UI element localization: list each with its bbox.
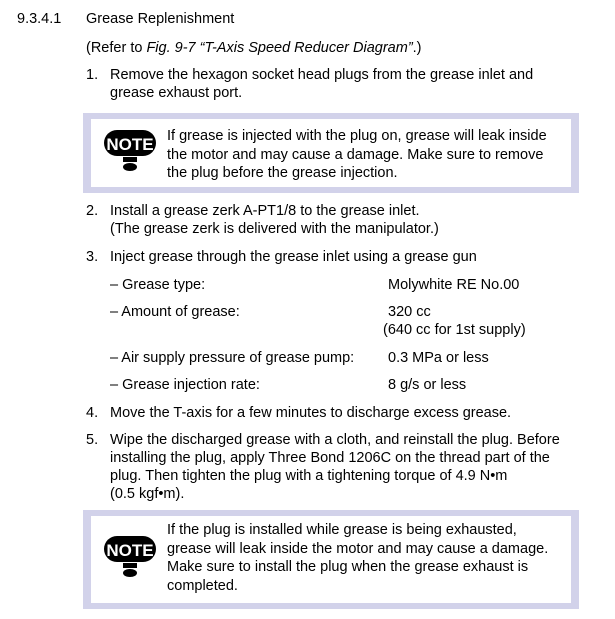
refer-prefix: (Refer to — [86, 40, 147, 56]
step-1-line-1: Remove the hexagon socket head plugs from the grease inlet and — [110, 67, 534, 83]
spec-value: 320 cc — [388, 304, 431, 320]
step-number: 1. — [86, 67, 99, 83]
step-2-line-1: Install a grease zerk A-PT1/8 to the grease inlet. — [110, 203, 420, 219]
note-text — [167, 127, 547, 183]
spec-value: 8 g/s or less — [388, 377, 467, 393]
spec-label: – Grease injection rate: — [110, 377, 260, 393]
note-2-line-4: completed. — [167, 577, 238, 594]
note-1-line-1: If grease is injected with the plug on, grease will leak inside — [167, 128, 547, 144]
note-icon — [103, 530, 157, 580]
note-box — [83, 510, 579, 609]
section-title: Grease Replenishment — [86, 11, 235, 27]
note-text — [167, 521, 548, 595]
note-2-line-1: If the plug is installed while grease is being exhausted, — [167, 522, 517, 538]
step-number: 4. — [86, 405, 99, 421]
section-number: 9.3.4.1 — [17, 11, 62, 27]
refer-suffix: .) — [412, 40, 422, 56]
spec-value-secondary: (640 cc for 1st supply) — [383, 322, 526, 338]
step-5-line-1: Wipe the discharged grease with a cloth, and reinstall the plug. Before — [110, 432, 560, 448]
step-5-line-3: plug. Then tighten the plug with a tightening torque of 4.9 N•m — [110, 468, 508, 484]
spec-value: Molywhite RE No.00 — [388, 277, 520, 293]
step-number: 2. — [86, 203, 99, 219]
step-1-line-2: grease exhaust port. — [110, 85, 243, 101]
note-icon-label: NOTE — [106, 541, 154, 560]
note-1-line-2: the motor and may cause a damage. Make sure to remove — [167, 146, 544, 163]
step-3-line-1: Inject grease through the grease inlet using a grease gun — [110, 249, 477, 265]
step-2-line-2: (The grease zerk is delivered with the manipulator.) — [110, 221, 439, 237]
note-box — [83, 113, 579, 193]
figure-reference — [86, 39, 422, 57]
note-1-line-3: the plug before the grease injection. — [167, 165, 398, 181]
note-icon-label: NOTE — [106, 135, 154, 154]
step-4-line-1: Move the T-axis for a few minutes to discharge excess grease. — [110, 405, 512, 421]
spec-label: – Grease type: — [110, 277, 206, 293]
spec-label: – Amount of grease: — [110, 304, 240, 320]
step-5-line-2: installing the plug, apply Three Bond 1206C on the thread part of the — [110, 450, 550, 466]
step-5-line-4: (0.5 kgf•m). — [110, 486, 185, 502]
note-2-line-2: grease will leak inside the motor and may cause a damage. — [167, 540, 549, 557]
step-number: 3. — [86, 249, 99, 265]
step-number: 5. — [86, 432, 99, 448]
note-icon — [103, 124, 157, 174]
note-2-line-3: Make sure to install the plug when the grease exhaust is — [167, 559, 529, 575]
figure-link[interactable]: Fig. 9-7 “T-Axis Speed Reducer Diagram” — [146, 40, 413, 56]
spec-value: 0.3 MPa or less — [388, 350, 489, 366]
spec-label: – Air supply pressure of grease pump: — [110, 350, 355, 366]
